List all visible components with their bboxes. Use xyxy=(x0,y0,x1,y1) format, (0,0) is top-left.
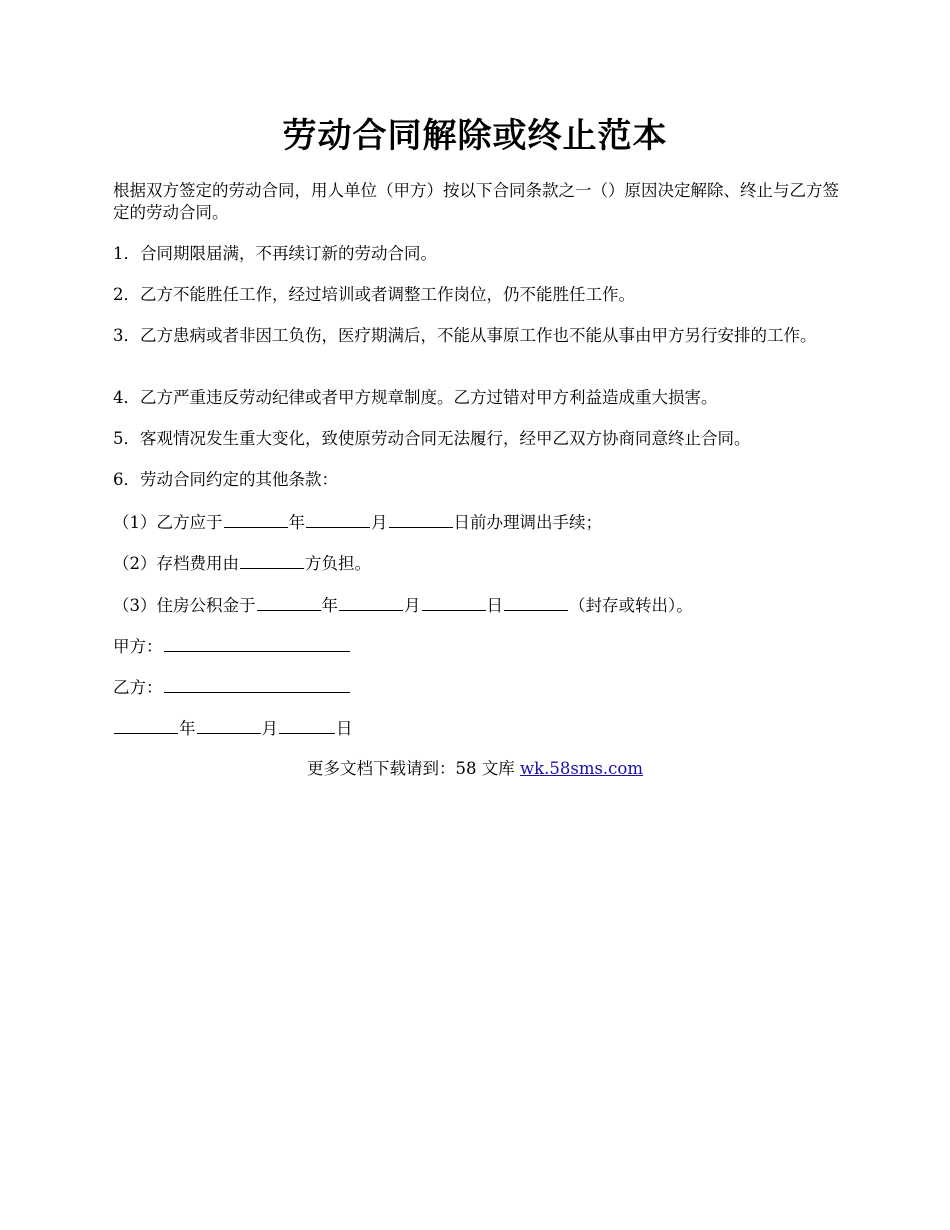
footer-text: 更多文档下载请到：58 文库 xyxy=(306,759,520,778)
clause-3: 3．乙方患病或者非因工负伤，医疗期满后，不能从事原工作也不能从事由甲方另行安排的工作。 xyxy=(113,326,817,345)
item-2-archive-fee xyxy=(113,552,840,575)
item-3-year-blank xyxy=(257,594,321,611)
footer-download-note xyxy=(0,758,950,780)
clause-5: 5．客观情况发生重大变化，致使原劳动合同无法履行，经甲乙双方协商同意终止合同。 xyxy=(113,429,751,448)
item-1-suffix: 日前办理调出手续； xyxy=(453,513,602,532)
item-1-prefix: （1）乙方应于 xyxy=(113,513,223,532)
item-3-year-label: 年 xyxy=(321,596,338,615)
date-year-label: 年 xyxy=(179,719,196,738)
item-2-suffix: 方负担。 xyxy=(305,554,371,573)
item-1-month-blank xyxy=(306,511,370,528)
item-3-suffix: （封存或转出）。 xyxy=(569,596,693,615)
item-3-prefix: （3）住房公积金于 xyxy=(113,596,256,615)
item-1-month-label: 月 xyxy=(371,513,388,532)
clause-6: 6．劳动合同约定的其他条款： xyxy=(113,470,338,489)
item-3-day-blank xyxy=(422,594,486,611)
item-2-party-blank xyxy=(240,552,304,569)
document-title: 劳动合同解除或终止范本 xyxy=(282,116,668,156)
date-month-blank xyxy=(197,717,261,734)
party-a-label: 甲方： xyxy=(113,637,163,656)
item-3-month-label: 月 xyxy=(404,596,421,615)
date-day-label: 日 xyxy=(336,719,353,738)
signing-date xyxy=(113,717,840,740)
intro-paragraph: 根据双方签定的劳动合同，用人单位（甲方）按以下合同条款之一（）原因决定解除、终止与乙方签定的劳动合同。 xyxy=(113,181,839,222)
date-year-blank xyxy=(114,717,178,734)
item-3-day-label: 日 xyxy=(486,596,503,615)
date-day-blank xyxy=(279,717,335,734)
footer-link[interactable]: wk.58sms.com xyxy=(519,759,643,778)
party-a-signature xyxy=(113,635,840,658)
clause-1: 1．合同期限届满，不再续订新的劳动合同。 xyxy=(113,244,437,263)
item-1-day-blank xyxy=(389,511,453,528)
item-1-year-label: 年 xyxy=(288,513,305,532)
item-2-prefix: （2）存档费用由 xyxy=(113,554,239,573)
item-3-month-blank xyxy=(339,594,403,611)
clause-4: 4．乙方严重违反劳动纪律或者甲方规章制度。乙方过错对甲方利益造成重大损害。 xyxy=(113,388,718,407)
item-3-housing-fund xyxy=(113,594,840,617)
party-b-signature xyxy=(113,676,840,699)
item-3-method-blank xyxy=(504,594,568,611)
party-b-label: 乙方： xyxy=(113,678,163,697)
item-1-year-blank xyxy=(224,511,288,528)
clause-2: 2．乙方不能胜任工作，经过培训或者调整工作岗位，仍不能胜任工作。 xyxy=(113,285,635,304)
item-1-transfer-date xyxy=(113,511,840,534)
party-a-blank xyxy=(164,635,350,652)
date-month-label: 月 xyxy=(261,719,278,738)
party-b-blank xyxy=(164,676,350,693)
